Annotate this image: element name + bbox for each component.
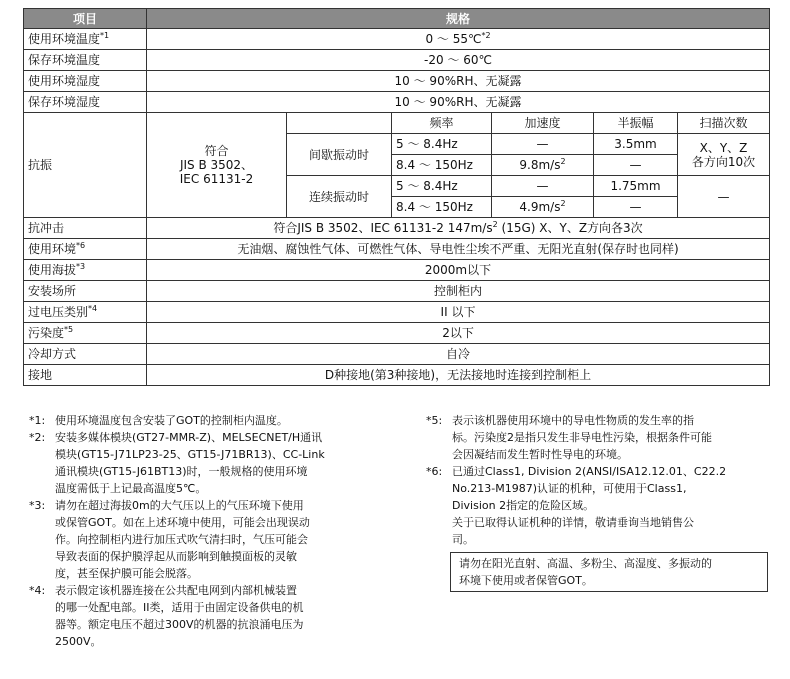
note-line: 度，甚至保护膜可能会脱落。 [55, 567, 198, 580]
note-line: No.213-M1987)认证的机种，可使用于Class1, [452, 482, 687, 495]
row-altitude [24, 260, 770, 281]
altitude-value: 2000m以下 [147, 260, 770, 281]
note-line: 或保管GOT。如在上述环境中使用，可能会出现误动 [55, 516, 310, 529]
header-row [24, 9, 770, 29]
note-line: 温度需低于上记最高温度5℃。 [55, 482, 207, 495]
note-mark: *4: [29, 584, 46, 597]
atmosphere-value: 无油烟、腐蚀性气体、可燃性气体、导电性尘埃不严重、无阳光直射(保存时也同样) [147, 239, 770, 260]
note-line: Division 2指定的危险区域。 [452, 499, 595, 512]
header-spec: 规格 [147, 9, 770, 29]
vibration-intermittent: 间歇振动时 [287, 134, 392, 176]
header-item: 项目 [24, 9, 147, 29]
cooling-value: 自冷 [147, 344, 770, 365]
note-2 [23, 429, 393, 497]
vibration-col-amp: 半振幅 [594, 113, 678, 134]
op-temp-label: 使用环境温度$^{*1}$ [24, 29, 147, 50]
vibration-standard: 符合 JIS B 3502、 IEC 61131-2 [147, 113, 287, 218]
note-line: 请勿在超过海拔0m的大气压以上的气压环境下使用 [55, 499, 304, 512]
int-r1-accel: — [492, 134, 594, 155]
warning-line: 环境下使用或者保管GOT。 [459, 574, 593, 587]
note-1 [23, 412, 393, 429]
note-5 [420, 412, 770, 463]
row-install [24, 281, 770, 302]
note-6 [420, 463, 770, 548]
pollution-label: 污染度$^{*5}$ [24, 323, 147, 344]
row-storage-temp [24, 50, 770, 71]
atmosphere-label: 使用环境$^{*6}$ [24, 239, 147, 260]
overvoltage-value: II 以下 [147, 302, 770, 323]
note-line: 标。污染度2是指只发生非导电性污染，根据条件可能 [452, 431, 712, 444]
note-mark: *6: [426, 465, 443, 478]
vibration-col-accel: 加速度 [492, 113, 594, 134]
cont-r1-accel: — [492, 176, 594, 197]
row-overvoltage [24, 302, 770, 323]
cont-r2-amp: — [594, 197, 678, 218]
storage-humidity-value: 10 ～ 90%RH、无凝露 [147, 92, 770, 113]
row-pollution [24, 323, 770, 344]
row-vibration-header [24, 113, 770, 134]
altitude-label: 使用海拔$^{*3}$ [24, 260, 147, 281]
op-humidity-value: 10 ～ 90%RH、无凝露 [147, 71, 770, 92]
vibration-col-freq: 频率 [392, 113, 492, 134]
note-line: 通讯模块(GT15-J61BT13)时，一般规格的使用环境 [55, 465, 308, 478]
warning-line: 请勿在阳光直射、高温、多粉尘、高湿度、多振动的 [459, 557, 712, 570]
grounding-value: D种接地(第3种接地)，无法接地时连接到控制柜上 [147, 365, 770, 386]
row-grounding [24, 365, 770, 386]
row-cooling [24, 344, 770, 365]
storage-temp-value: -20 ～ 60℃ [147, 50, 770, 71]
vibration-continuous: 连续振动时 [287, 176, 392, 218]
note-line: 关于已取得认证机种的详情，敬请垂询当地销售公 [452, 516, 694, 529]
shock-value: 符合JIS B 3502、IEC 61131-2 $147m/s^2$ (15G) X、Y、Z方向各3次 [147, 218, 770, 239]
int-r2-freq: 8.4 ～ 150Hz [392, 155, 492, 176]
note-line: 司。 [452, 533, 474, 546]
note-4 [23, 582, 393, 650]
op-temp-value: 0 ～ 55℃$^{*2}$ [147, 29, 770, 50]
note-mark: *1: [29, 414, 46, 427]
spec-table [23, 8, 770, 386]
note-line: 已通过Class1, Division 2(ANSI/ISA12.12.01、C22.2 [452, 465, 727, 478]
notes-right [420, 412, 770, 592]
cont-r2-accel: $4.9m/s^2$ [492, 197, 594, 218]
vibration-blank [287, 113, 392, 134]
cooling-label: 冷却方式 [24, 344, 147, 365]
note-line: 器等。额定电压不超过300V的机器的抗浪涌电压为 [55, 618, 304, 631]
row-shock [24, 218, 770, 239]
sweep-intermittent: X、Y、Z 各方向10次 [678, 134, 770, 176]
storage-temp-label: 保存环境温度 [24, 50, 147, 71]
note-line: 使用环境温度包含安装了GOT的控制柜内温度。 [55, 414, 288, 427]
note-line: 会因凝结而发生暂时性导电的环境。 [452, 448, 628, 461]
note-line: 安装多媒体模块(GT27-MMR-Z)、MELSECNET/H通讯 [55, 431, 323, 444]
grounding-label: 接地 [24, 365, 147, 386]
cont-r1-freq: 5 ～ 8.4Hz [392, 176, 492, 197]
row-atmosphere [24, 239, 770, 260]
cont-r1-amp: 1.75mm [594, 176, 678, 197]
row-op-humidity [24, 71, 770, 92]
pollution-value: 2以下 [147, 323, 770, 344]
note-line: 2500V。 [55, 635, 102, 648]
note-line: 模块(GT15-J71LP23-25、GT15-J71BR13)、CC-Link [55, 448, 325, 461]
vibration-label: 抗振 [24, 113, 147, 218]
notes-left [23, 412, 393, 650]
warning-box [450, 552, 768, 592]
install-label: 安装场所 [24, 281, 147, 302]
sweep-continuous: — [678, 176, 770, 218]
row-storage-humidity [24, 92, 770, 113]
int-r2-amp: — [594, 155, 678, 176]
note-line: 表示假定该机器连接在公共配电网到内部机械装置 [55, 584, 297, 597]
int-r2-accel: $9.8m/s^2$ [492, 155, 594, 176]
shock-label: 抗冲击 [24, 218, 147, 239]
note-mark: *5: [426, 414, 443, 427]
note-mark: *2: [29, 431, 46, 444]
int-r1-freq: 5 ～ 8.4Hz [392, 134, 492, 155]
note-line: 导致表面的保护膜浮起从而影响到触摸面板的灵敏 [55, 550, 297, 563]
vibration-col-sweep: 扫描次数 [678, 113, 770, 134]
note-line: 的哪一处配电部。II类，适用于由固定设备供电的机 [55, 601, 304, 614]
note-3 [23, 497, 393, 582]
note-mark: *3: [29, 499, 46, 512]
note-line: 作。向控制柜内进行加压式吹气清扫时，气压可能会 [55, 533, 308, 546]
int-r1-amp: 3.5mm [594, 134, 678, 155]
cont-r2-freq: 8.4 ～ 150Hz [392, 197, 492, 218]
note-line: 表示该机器使用环境中的导电性物质的发生率的指 [452, 414, 694, 427]
overvoltage-label: 过电压类别$^{*4}$ [24, 302, 147, 323]
install-value: 控制柜内 [147, 281, 770, 302]
storage-humidity-label: 保存环境湿度 [24, 92, 147, 113]
op-humidity-label: 使用环境湿度 [24, 71, 147, 92]
row-op-temp [24, 29, 770, 50]
